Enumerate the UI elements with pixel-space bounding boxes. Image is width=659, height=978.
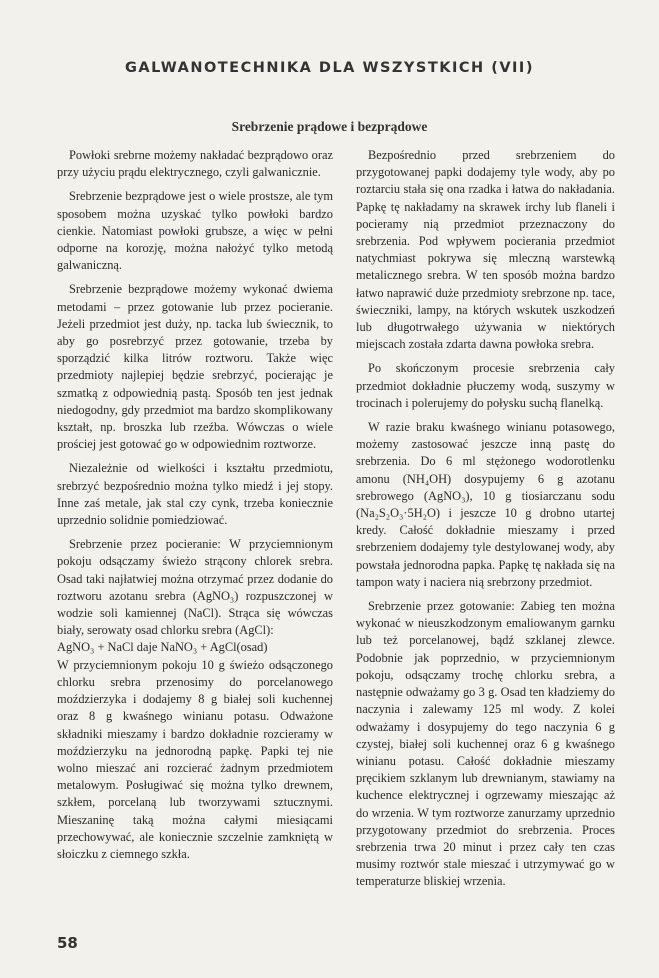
paragraph: Bezpośrednio przed srebrzeniem do przygotowanej papki dodajemy tyle wody, aby po roztarciu stała się ona rzadka i łatwa do nakładania. Papkę tę nakładamy na skrawek irchy lub flaneli i pocieramy nią przedmiot przeznaczony do srebrzenia. Pod wpływem pocierania przedmiot natychmiast pokrywa się mleczną warstewką metalicznego srebra. W ten sposób można bardzo łatwo naprawić duże przedmioty srebrzone np. tace, świeczniki, lampy, na których wskutek uszkodzeń lub długotrwałego używania w niektórych miejscach została zdarta dawna powłoka srebra. <box>356 148 615 352</box>
left-column <box>57 147 333 870</box>
right-column <box>356 147 615 898</box>
paragraph: Powłoki srebrne możemy nakładać bezprądowo oraz przy użyciu prądu elektrycznego, czyli galwanicznie. <box>57 148 333 180</box>
paragraph: Niezależnie od wielkości i kształtu przedmiotu, srebrzyć bezpośrednio można tylko miedź i jej stopy. Inne zaś metale, jak stal czy cynk, trzeba koniecznie uprzednio solidnie pomiedziować. <box>57 461 333 528</box>
article-subtitle: Srebrzenie prądowe i bezprądowe <box>231 119 428 134</box>
paragraph: Srebrzenie bezprądowe możemy wykonać dwiema metodami – przez gotowanie lub przez pocieranie. Jeżeli przedmiot jest duży, np. tacka lub świecznik, to aby go posrebrzyć przez gotowanie, trzeba by sporządzić kilka litrów roztworu. Także więc przedmioty najlepiej będzie srebrzyć, pocierając je szmatką z odpowiednią pastą. Sposób ten jest jednak niedogodny, gdy przedmiot ma bardzo skomplikowany kształt, np. broszka lub rzeźba. Wówczas o wiele prościej jest gotować go w odpowiednim roztworze. <box>57 282 333 452</box>
chemical-formula: AgNO₃ + NaCl daje NaNO₃ + AgCl(osad) <box>57 640 268 655</box>
paragraph: W przyciemnionym pokoju 10 g świeżo odsączonego chlorku srebra przenosimy do porcelanowego moździerzyka i dodajemy 8 g białej soli kuchennej oraz 8 g kwaśnego winianu potasu. Odważone składniki mieszamy i bardzo dokładnie rozcieramy w moździerzyku na jednorodną papkę. Papki tej nie wolno mieszać ani rozcierać żadnym przedmiotem metalowym. Posługiwać się można tylko drewnem, szkłem, porcelaną lub tworzywami sztucznymi. Mieszaninę taką można całymi miesiącami przechowywać, ale koniecznie szczelnie zamkniętą w słoiczku z ciemnego szkła. <box>57 657 333 861</box>
paragraph: Srebrzenie przez pocieranie: W przyciemnionym pokoju odsączamy świeżo strącony chlorek srebra. Osad taki najłatwiej można otrzymać przez dodanie do roztworu azotanu srebra (AgNO₃) rozpuszczonej w wodzie soli kamiennej (NaCl). Strąca się wówczas biały, serowaty osad chlorku srebra (AgCl): <box>57 537 333 638</box>
paragraph: Po skończonym procesie srebrzenia cały przedmiot dokładnie płuczemy wodą, suszymy w trocinach i polerujemy do połysku suchą flanelką. <box>356 361 615 410</box>
page-header: GALWANOTECHNIKA DLA WSZYSTKICH (VII) <box>125 60 534 76</box>
paragraph: W razie braku kwaśnego winianu potasowego, możemy zastosować jeszcze inną pastę do srebrzenia. Do 6 ml stężonego wodorotlenku amonu (NH₄OH) dosypujemy 6 g azotanu srebrowego (AgNO₃), 10 g tiosiarczanu sodu (Na₂S₂O₃·5H₂O) i jeszcze 10 g drobno utartej kredy. Całość dokładnie mieszamy i przed srebrzeniem dodajemy tyle destylowanej wody, aby powstała jednorodna papka. Papkę tę nakłada się na tampon waty i naciera nią srebrzony przedmiot. <box>356 420 615 589</box>
paragraph: Srebrzenie przez gotowanie: Zabieg ten można wykonać w nieuszkodzonym emaliowanym garnku lub też porcelanowej, bądź szklanej zlewce. Podobnie jak poprzednio, w przyciemnionym pokoju, odsączamy trochę chlorku srebra, a następnie odważamy go 3 g. Osad ten kładziemy do naczynia i zalewamy 125 ml wody. Z kolei odważamy i dosypujemy do tego naczynia 6 g czystej, białej soli kuchennej oraz 6 g kwaśnego winianu potasu. Całość dokładnie mieszamy pręcikiem szklanym lub drewnianym, stawiamy na kuchence elektrycznej i ogrzewamy mieszając aż do wrzenia. W tym roztworze zanurzamy uprzednio przygotowany przedmiot do srebrzenia. Proces srebrzenia trwa 20 minut i przez cały ten czas musimy roztwór stale mieszać i utrzymywać go w temperaturze bliskiej wrzenia. <box>356 599 615 889</box>
paragraph: Srebrzenie bezprądowe jest o wiele prostsze, ale tym sposobem można uzyskać tylko powłoki bardzo cienkie. Natomiast powłoki grubsze, a więc w pełni odporne na korozję, można nałożyć tylko metodą galwaniczną. <box>57 189 333 273</box>
page-number: 58 <box>57 934 78 952</box>
